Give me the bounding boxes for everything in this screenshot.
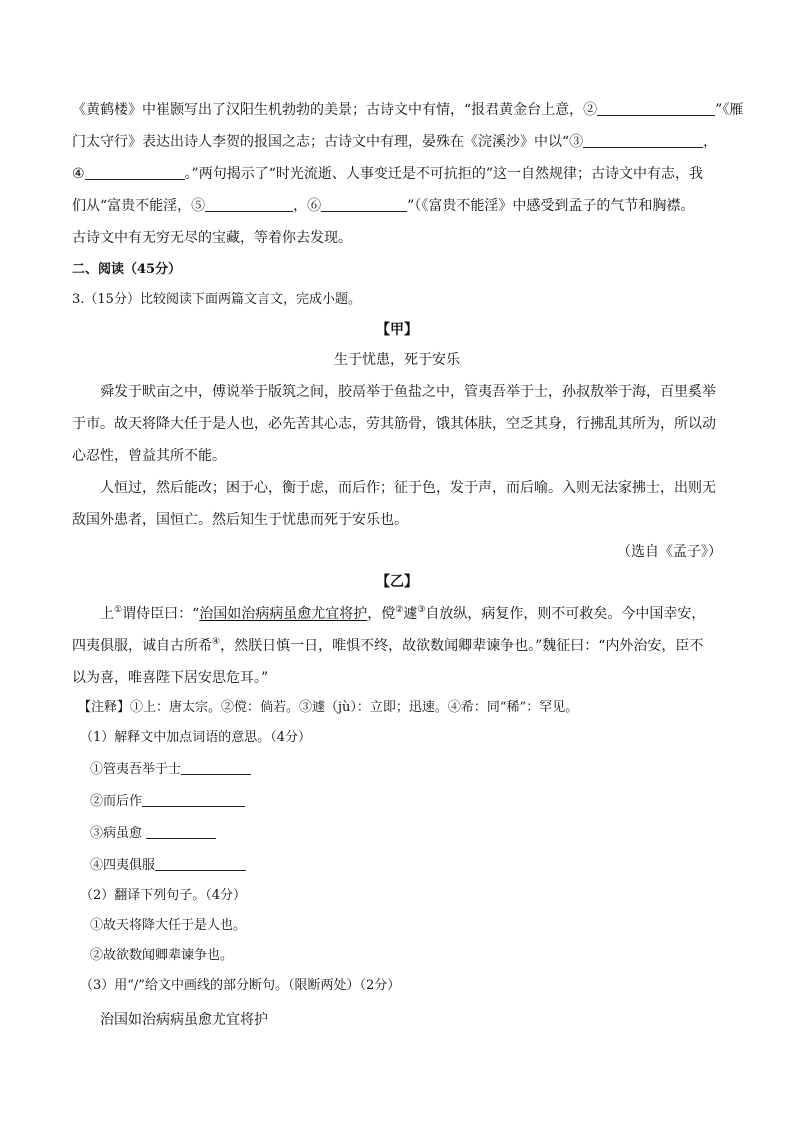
- passage-jia-p1-line-2: 于市。故天将降大任于是人也，必先苦其心志，劳其筋骨，饿其体肤，空乏其身，行拂乱其所为，所以动: [72, 416, 716, 432]
- passage-text: 谓侍臣曰：“: [122, 606, 200, 622]
- passage-jia-p2-line-1: 人恒过，然后能改；困于心，衡于虑，而后作；征于色，发于声，而后喻。入则无法家拂士，出则无: [100, 480, 716, 496]
- passage-text: 遽: [403, 606, 418, 622]
- poem-text: ④: [72, 166, 85, 182]
- poem-text: 门太守行》表达出诗人李贺的报国之志；古诗文中有理，晏殊在《浣溪沙》中以“③: [72, 134, 584, 150]
- passage-jia-label: 【甲】: [376, 322, 418, 338]
- subquestion-3-heading: （3）用“/”给文中画线的部分断句。（限断两处）（2分）: [80, 978, 401, 993]
- poem-line-5: 古诗文中有无穷无尽的宝藏，等着你去发现。: [72, 230, 352, 246]
- passage-text: ，然朕日慎一日，唯惧不终，故欲数闻卿辈谏争也。”魏征曰：“内外治安，臣不: [220, 638, 704, 654]
- underlined-sentence: 治国如治病病虽愈尤宜将护: [199, 606, 368, 622]
- passage-yi-line-3: 以为喜，唯喜陛下居安思危耳。”: [72, 670, 269, 686]
- passage-text: ，傥: [367, 606, 396, 622]
- poem-line-2: [72, 132, 722, 152]
- answer-blank[interactable]: [146, 824, 216, 839]
- answer-blank-6[interactable]: [321, 197, 407, 212]
- question-3-intro: 3.（15分）比较阅读下面两篇文言文，完成小题。: [72, 292, 361, 307]
- passage-jia-p1-line-3: 心忍性，曾益其所不能。: [72, 448, 226, 464]
- subquestion-1-item-1: [90, 760, 740, 780]
- item-text: ④四夷俱服: [90, 858, 156, 873]
- item-text: ②而后作: [90, 794, 143, 809]
- poem-text: 们从“富贵不能淫，⑤: [72, 198, 206, 214]
- subquestion-3-sentence: 治国如治病病虽愈尤宜将护: [100, 1012, 268, 1028]
- passage-yi-line-2: [72, 636, 722, 656]
- poem-line-1: [72, 100, 744, 120]
- passage-text: 四夷俱服，诚自古所希: [72, 638, 212, 654]
- subquestion-2-item-1: ①故天将降大任于是人也。: [90, 918, 247, 933]
- poem-text: ”《雁: [715, 102, 744, 118]
- subquestion-1-item-4: [90, 856, 740, 876]
- passage-jia-p2-line-2: 敌国外患者，国恒亡。然后知生于忧患而死于安乐也。: [72, 512, 408, 528]
- footnote-marker: ①: [114, 605, 123, 615]
- answer-blank-3[interactable]: [583, 133, 703, 148]
- footnote-marker: ③: [417, 605, 426, 615]
- answer-blank-4[interactable]: [85, 165, 185, 180]
- passage-yi-line-1: [100, 604, 722, 624]
- passage-jia-title: 生于忧患，死于安乐: [334, 352, 460, 368]
- passage-jia-p1-line-1: 舜发于畎亩之中，傅说举于版筑之间，胶鬲举于鱼盐之中，管夷吾举于士，孙叔敖举于海，百里奚举: [100, 384, 716, 400]
- answer-blank-5[interactable]: [205, 197, 293, 212]
- item-text: ①管夷吾举于士: [90, 762, 182, 777]
- passage-yi-notes: 【注释】①上：唐太宗。②傥：倘若。③遽（jù）：立即；迅速。④希：同“稀”：罕见。: [78, 700, 579, 715]
- footnote-marker: ④: [212, 637, 221, 647]
- subquestion-1-item-2: [90, 792, 740, 812]
- subquestion-1-item-3: [90, 824, 740, 844]
- subquestion-2-heading: （2）翻译下列句子。（4分）: [80, 888, 247, 903]
- section-title: 二、阅读（45分）: [72, 262, 182, 277]
- subquestion-2-item-2: ②故欲数闻卿辈谏争也。: [90, 948, 234, 963]
- subquestion-1-heading: （1）解释文中加点词语的意思。（4分）: [80, 730, 312, 745]
- poem-text: 。”两句揭示了“时光流逝、人事变迁是不可抗拒的”这一自然规律；古诗文中有志，我: [184, 166, 704, 182]
- poem-text: ，: [703, 134, 718, 150]
- poem-line-3: [72, 164, 722, 184]
- footnote-marker: ②: [395, 605, 404, 615]
- answer-blank[interactable]: [181, 760, 251, 775]
- passage-text: 上: [100, 606, 114, 622]
- poem-line-4: [72, 196, 722, 216]
- passage-jia-source: （选自《孟子》）: [617, 544, 722, 560]
- poem-text: ，⑥: [293, 198, 322, 214]
- passage-yi-label: 【乙】: [376, 574, 418, 590]
- poem-text: 《黄鹤楼》中崔颢写出了汉阳生机勃勃的美景；古诗文中有情，“报君黄金台上意，②: [72, 102, 598, 118]
- answer-blank[interactable]: [142, 792, 245, 807]
- item-text: ③病虽愈: [90, 826, 147, 841]
- poem-text: ”（《富贵不能淫》中感受到孟子的气节和胸襟。: [407, 198, 695, 214]
- answer-blank-2[interactable]: [597, 101, 715, 116]
- answer-blank[interactable]: [155, 856, 246, 871]
- passage-text: 自放纵，病复作，则不可救矣。今中国幸安，: [425, 606, 706, 622]
